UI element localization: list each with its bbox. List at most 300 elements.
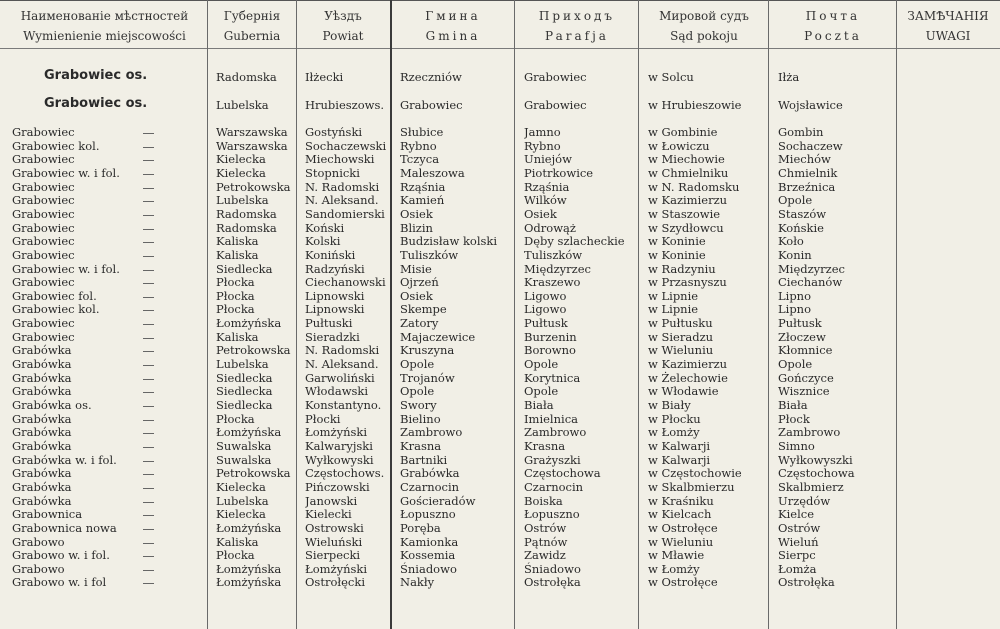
ditto-dash xyxy=(143,556,154,557)
header-sad xyxy=(640,6,768,46)
cell-sad: w Solcu xyxy=(648,70,694,84)
cell-poczta: Kłomnice xyxy=(778,343,833,357)
cell-parafja: Ligowo xyxy=(524,302,567,316)
header-gmina-line: Gmina xyxy=(425,29,481,43)
header-powiat-line: Уѣздъ xyxy=(324,9,362,23)
cell-gmina: Rząśnia xyxy=(400,180,446,194)
header-gubernia-line: Губернія xyxy=(223,9,281,23)
cell-powiat: N. Aleksand. xyxy=(305,193,379,207)
column-rule xyxy=(514,0,515,629)
cell-powiat: Lipnowski xyxy=(305,289,365,303)
cell-poczta: Wyłkowyszki xyxy=(778,453,853,467)
ditto-dash xyxy=(143,324,154,325)
cell-gubernia: Kaliska xyxy=(216,535,259,549)
entry-name: Grabówka xyxy=(12,480,72,494)
cell-gubernia: Łomżyńska xyxy=(216,521,282,535)
cell-powiat: Sochaczewski xyxy=(305,139,387,153)
cell-sad: w Wieluniu xyxy=(648,535,714,549)
header-poczta-line: Почта xyxy=(805,9,861,23)
cell-sad: w Pułtusku xyxy=(648,316,713,330)
cell-powiat: Sieradzki xyxy=(305,330,360,344)
cell-sad: w Łomży xyxy=(648,562,700,576)
cell-powiat: Kolski xyxy=(305,234,341,248)
cell-powiat: Częstochows. xyxy=(305,466,385,480)
entry-name: Grabowiec xyxy=(12,180,75,194)
cell-gubernia: Warszawska xyxy=(216,125,288,139)
cell-gmina: Śniadowo xyxy=(400,562,457,576)
cell-powiat: Sierpecki xyxy=(305,548,361,562)
cell-gmina: Opole xyxy=(400,384,435,398)
cell-parafja: Jamno xyxy=(524,125,561,139)
cell-gmina: Swory xyxy=(400,398,437,412)
cell-parafja: Rząśnia xyxy=(524,180,570,194)
cell-parafja: Krasna xyxy=(524,439,566,453)
cell-poczta: Lipno xyxy=(778,302,812,316)
cell-gmina: Krasna xyxy=(400,439,442,453)
cell-gmina: Ojrzeń xyxy=(400,275,439,289)
cell-gubernia: Petrokowska xyxy=(216,466,291,480)
cell-powiat: Iłżecki xyxy=(305,70,344,84)
cell-gmina: Zatory xyxy=(400,316,439,330)
ditto-dash xyxy=(143,351,154,352)
cell-poczta: Chmielnik xyxy=(778,166,838,180)
cell-poczta: Wojsławice xyxy=(778,98,843,112)
cell-gubernia: Płocka xyxy=(216,289,255,303)
cell-sad: w Radzyniu xyxy=(648,262,716,276)
cell-gmina: Blizin xyxy=(400,221,433,235)
cell-poczta: Sierpc xyxy=(778,548,816,562)
cell-parafja: Tuliszków xyxy=(524,248,583,262)
ditto-dash xyxy=(143,133,154,134)
cell-powiat: Hrubieszows. xyxy=(305,98,385,112)
cell-sad: w Łowiczu xyxy=(648,139,710,153)
cell-gubernia: Łomżyńska xyxy=(216,562,282,576)
cell-parafja: Śniadowo xyxy=(524,562,581,576)
ditto-dash xyxy=(143,201,154,202)
column-rule xyxy=(207,0,208,629)
entry-name: Grabówka xyxy=(12,412,72,426)
cell-poczta: Gończyce xyxy=(778,371,834,385)
entry-name: Grabowo xyxy=(12,535,65,549)
cell-poczta: Staszów xyxy=(778,207,827,221)
cell-parafja: Rybno xyxy=(524,139,561,153)
cell-poczta: Końskie xyxy=(778,221,824,235)
cell-parafja: Korytnica xyxy=(524,371,581,385)
ditto-dash xyxy=(143,174,154,175)
entry-name: Grabownica nowa xyxy=(12,521,117,535)
cell-gubernia: Siedlecka xyxy=(216,398,273,412)
cell-sad: w Przasnyszu xyxy=(648,275,727,289)
cell-sad: w Szydłowcu xyxy=(648,221,724,235)
cell-gubernia: Siedlecka xyxy=(216,384,273,398)
entry-name: Grabowiec xyxy=(12,275,75,289)
cell-sad: w Chmielniku xyxy=(648,166,729,180)
cell-gmina: Kamionka xyxy=(400,535,459,549)
entry-name: Grabowiec w. i fol. xyxy=(12,262,120,276)
cell-gubernia: Kielecka xyxy=(216,152,266,166)
header-gmina-line: Гмина xyxy=(425,9,481,23)
cell-gmina: Słubice xyxy=(400,125,444,139)
cell-poczta: Zambrowo xyxy=(778,425,841,439)
cell-gubernia: Kaliska xyxy=(216,330,259,344)
ditto-dash xyxy=(143,420,154,421)
cell-powiat: Ostrowski xyxy=(305,521,364,535)
cell-powiat: Kielecki xyxy=(305,507,352,521)
ditto-dash xyxy=(143,406,154,407)
cell-gubernia: Petrokowska xyxy=(216,343,291,357)
column-rule xyxy=(296,0,297,629)
cell-powiat: Garwoliński xyxy=(305,371,375,385)
cell-parafja: Kraszewo xyxy=(524,275,581,289)
ditto-dash xyxy=(143,433,154,434)
cell-gmina: Poręba xyxy=(400,521,441,535)
cell-gmina: Osiek xyxy=(400,207,433,221)
cell-powiat: Pińczowski xyxy=(305,480,370,494)
cell-gmina: Łopuszno xyxy=(400,507,456,521)
cell-gubernia: Radomska xyxy=(216,207,277,221)
cell-gubernia: Lubelska xyxy=(216,357,269,371)
cell-gmina: Zambrowo xyxy=(400,425,463,439)
cell-powiat: Ostrołęcki xyxy=(305,575,365,589)
cell-parafja: Częstochowa xyxy=(524,466,601,480)
header-powiat-line: Powiat xyxy=(322,29,364,43)
entry-name: Grabowiec xyxy=(12,152,75,166)
cell-poczta: Brzeźnica xyxy=(778,180,836,194)
cell-sad: w Kazimierzu xyxy=(648,193,728,207)
cell-parafja: Pułtusk xyxy=(524,316,568,330)
entry-name: Grabowo w. i fol. xyxy=(12,548,110,562)
cell-parafja: Ostrów xyxy=(524,521,567,535)
ditto-dash xyxy=(143,147,154,148)
ditto-dash xyxy=(143,583,154,584)
column-rule xyxy=(390,0,392,629)
cell-powiat: Wyłkowyski xyxy=(305,453,374,467)
cell-gubernia: Suwalska xyxy=(216,453,272,467)
cell-poczta: Lipno xyxy=(778,289,812,303)
header-sad-line: Мировой судъ xyxy=(659,9,749,23)
cell-sad: w Wieluniu xyxy=(648,343,714,357)
cell-gmina: Czarnocin xyxy=(400,480,460,494)
cell-gubernia: Kielecka xyxy=(216,507,266,521)
header-parafja-line: Parafja xyxy=(545,29,609,43)
cell-poczta: Gombin xyxy=(778,125,824,139)
top-rule xyxy=(0,0,1000,1)
cell-gubernia: Kaliska xyxy=(216,234,259,248)
cell-sad: w Sieradzu xyxy=(648,330,714,344)
ditto-dash xyxy=(143,488,154,489)
ditto-dash xyxy=(143,543,154,544)
cell-parafja: Łopuszno xyxy=(524,507,580,521)
cell-parafja: Imielnica xyxy=(524,412,578,426)
cell-gmina: Majaczewice xyxy=(400,330,476,344)
cell-poczta: Ciechanów xyxy=(778,275,843,289)
cell-sad: w Włodawie xyxy=(648,384,719,398)
entry-name: Grabówka xyxy=(12,466,72,480)
header-gmina xyxy=(392,6,514,46)
cell-powiat: Ciechanowski xyxy=(305,275,386,289)
cell-powiat: N. Radomski xyxy=(305,180,380,194)
cell-poczta: Biała xyxy=(778,398,808,412)
cell-gubernia: Łomżyńska xyxy=(216,575,282,589)
header-uwagi xyxy=(898,6,998,46)
cell-powiat: Radzyński xyxy=(305,262,365,276)
cell-parafja: Pątnów xyxy=(524,535,568,549)
cell-sad: w Kraśniku xyxy=(648,494,714,508)
cell-sad: w Kazimierzu xyxy=(648,357,728,371)
cell-gubernia: Kaliska xyxy=(216,248,259,262)
header-name-line: Наименованіе мѣстностей xyxy=(20,9,189,23)
entry-name: Grabówka xyxy=(12,357,72,371)
cell-sad: w Hrubieszowie xyxy=(648,98,742,112)
header-poczta xyxy=(770,6,896,46)
cell-gmina: Bartniki xyxy=(400,453,448,467)
cell-gmina: Osiek xyxy=(400,289,433,303)
ditto-dash xyxy=(143,242,154,243)
cell-sad: w Ostrołęce xyxy=(648,575,718,589)
cell-poczta: Opole xyxy=(778,193,813,207)
cell-gmina: Kossemia xyxy=(400,548,456,562)
cell-parafja: Grabowiec xyxy=(524,98,587,112)
cell-parafja: Piotrkowice xyxy=(524,166,594,180)
ditto-dash xyxy=(143,379,154,380)
entry-name: Grabówka w. i fol. xyxy=(12,453,117,467)
cell-gmina: Rzeczniów xyxy=(400,70,462,84)
cell-gubernia: Płocka xyxy=(216,302,255,316)
cell-gmina: Kruszyna xyxy=(400,343,455,357)
entry-name: Grabowiec xyxy=(12,234,75,248)
header-parafja xyxy=(516,6,638,46)
entry-name: Grabowo w. i fol xyxy=(12,575,107,589)
cell-gmina: Maleszowa xyxy=(400,166,465,180)
cell-gmina: Bielino xyxy=(400,412,441,426)
cell-parafja: Borowno xyxy=(524,343,576,357)
header-name xyxy=(3,6,206,46)
cell-powiat: Stopnicki xyxy=(305,166,360,180)
entry-name: Grabowiec xyxy=(12,330,75,344)
entry-name: Grabowiec xyxy=(12,193,75,207)
ditto-dash xyxy=(143,392,154,393)
cell-sad: w Mławie xyxy=(648,548,705,562)
ditto-dash xyxy=(143,256,154,257)
cell-gmina: Rybno xyxy=(400,139,437,153)
entry-name: Grabówka os. xyxy=(12,398,92,412)
cell-sad: w Ostrołęce xyxy=(648,521,718,535)
cell-poczta: Złoczew xyxy=(778,330,826,344)
cell-gubernia: Łomżyńska xyxy=(216,425,282,439)
cell-sad: w Gombinie xyxy=(648,125,718,139)
cell-poczta: Urzędów xyxy=(778,494,831,508)
cell-sad: w N. Radomsku xyxy=(648,180,740,194)
cell-parafja: Uniejów xyxy=(524,152,572,166)
entry-name: Grabówka xyxy=(12,425,72,439)
entry-name-bold: Grabowiec os. xyxy=(44,68,148,83)
cell-parafja: Opole xyxy=(524,357,559,371)
cell-poczta: Iłża xyxy=(778,70,800,84)
cell-parafja: Osiek xyxy=(524,207,557,221)
cell-parafja: Wilków xyxy=(524,193,567,207)
cell-gubernia: Lubelska xyxy=(216,494,269,508)
header-uwagi-line: ЗАМѢЧАНІЯ xyxy=(907,9,989,23)
header-parafja-line: Приходъ xyxy=(538,9,616,23)
cell-powiat: Koniński xyxy=(305,248,356,262)
cell-sad: w Staszowie xyxy=(648,207,721,221)
cell-poczta: Wisznice xyxy=(778,384,830,398)
entry-name: Grabowiec xyxy=(12,316,75,330)
cell-parafja: Boiska xyxy=(524,494,563,508)
cell-poczta: Sochaczew xyxy=(778,139,843,153)
ditto-dash xyxy=(143,502,154,503)
cell-gubernia: Petrokowska xyxy=(216,180,291,194)
cell-sad: w Koninie xyxy=(648,248,706,262)
cell-poczta: Łomża xyxy=(778,562,817,576)
cell-powiat: N. Aleksand. xyxy=(305,357,379,371)
cell-poczta: Międzyrzec xyxy=(778,262,845,276)
cell-parafja: Zambrowo xyxy=(524,425,587,439)
ditto-dash xyxy=(143,570,154,571)
cell-parafja: Międzyrzec xyxy=(524,262,591,276)
cell-sad: w Lipnie xyxy=(648,289,699,303)
cell-parafja: Opole xyxy=(524,384,559,398)
ditto-dash xyxy=(143,529,154,530)
header-rule xyxy=(0,48,1000,49)
cell-powiat: Łomżyński xyxy=(305,562,368,576)
ditto-dash xyxy=(143,188,154,189)
cell-parafja: Czarnocin xyxy=(524,480,584,494)
ditto-dash xyxy=(143,270,154,271)
cell-powiat: N. Radomski xyxy=(305,343,380,357)
cell-gubernia: Lubelska xyxy=(216,98,269,112)
entry-name: Grabówka xyxy=(12,343,72,357)
entry-name: Grabówka xyxy=(12,371,72,385)
column-rule xyxy=(638,0,639,629)
cell-poczta: Konin xyxy=(778,248,812,262)
cell-gmina: Grabowiec xyxy=(400,98,463,112)
entry-name: Grabowiec xyxy=(12,207,75,221)
entry-name: Grabowiec kol. xyxy=(12,139,100,153)
cell-powiat: Pułtuski xyxy=(305,316,353,330)
cell-powiat: Janowski xyxy=(305,494,358,508)
cell-parafja: Ligowo xyxy=(524,289,567,303)
cell-gmina: Skempe xyxy=(400,302,447,316)
entry-name: Grabowiec xyxy=(12,248,75,262)
cell-poczta: Częstochowa xyxy=(778,466,855,480)
cell-gubernia: Siedlecka xyxy=(216,371,273,385)
ditto-dash xyxy=(143,447,154,448)
cell-poczta: Wieluń xyxy=(778,535,819,549)
ditto-dash xyxy=(143,338,154,339)
cell-gubernia: Płocka xyxy=(216,548,255,562)
cell-sad: w Miechowie xyxy=(648,152,725,166)
header-sad-line: Sąd pokoju xyxy=(670,29,738,43)
cell-gmina: Trojanów xyxy=(400,371,455,385)
cell-gmina: Opole xyxy=(400,357,435,371)
cell-poczta: Ostrołęka xyxy=(778,575,835,589)
cell-powiat: Sandomierski xyxy=(305,207,385,221)
cell-powiat: Końskі xyxy=(305,221,345,235)
header-powiat xyxy=(297,6,389,46)
header-gubernia xyxy=(208,6,296,46)
cell-parafja: Biała xyxy=(524,398,554,412)
cell-gmina: Tuliszków xyxy=(400,248,459,262)
cell-sad: w Kalwarji xyxy=(648,439,711,453)
entry-name: Grabowo xyxy=(12,562,65,576)
cell-powiat: Płocki xyxy=(305,412,341,426)
header-poczta-line: Poczta xyxy=(804,29,862,43)
ditto-dash xyxy=(143,229,154,230)
cell-poczta: Skalbmierz xyxy=(778,480,844,494)
cell-gubernia: Płocka xyxy=(216,275,255,289)
cell-gubernia: Radomska xyxy=(216,70,277,84)
cell-sad: w Łomży xyxy=(648,425,700,439)
cell-poczta: Opole xyxy=(778,357,813,371)
cell-poczta: Kielce xyxy=(778,507,814,521)
cell-gubernia: Płocka xyxy=(216,412,255,426)
entry-name: Grabówka xyxy=(12,494,72,508)
column-rule xyxy=(896,0,897,629)
cell-poczta: Miechów xyxy=(778,152,831,166)
entry-name-bold: Grabowiec os. xyxy=(44,96,148,111)
cell-sad: w Lipnie xyxy=(648,302,699,316)
ditto-dash xyxy=(143,515,154,516)
cell-powiat: Gostyński xyxy=(305,125,363,139)
cell-poczta: Płock xyxy=(778,412,810,426)
cell-powiat: Miechowski xyxy=(305,152,375,166)
entry-name: Grabowiec xyxy=(12,125,75,139)
cell-sad: w Żelechowie xyxy=(648,371,728,385)
cell-gubernia: Warszawska xyxy=(216,139,288,153)
header-uwagi-line: UWAGI xyxy=(925,29,971,43)
cell-powiat: Konstantyno. xyxy=(305,398,382,412)
cell-sad: w Biały xyxy=(648,398,691,412)
cell-gmina: Gościeradów xyxy=(400,494,476,508)
cell-parafja: Zawidz xyxy=(524,548,566,562)
cell-parafja: Odrowąż xyxy=(524,221,576,235)
cell-parafja: Burzenin xyxy=(524,330,577,344)
ditto-dash xyxy=(143,474,154,475)
cell-gubernia: Lubelska xyxy=(216,193,269,207)
cell-gubernia: Kielecka xyxy=(216,480,266,494)
ditto-dash xyxy=(143,310,154,311)
cell-gmina: Kamień xyxy=(400,193,445,207)
cell-parafja: Grabowiec xyxy=(524,70,587,84)
entry-name: Grabowiec w. i fol. xyxy=(12,166,120,180)
cell-sad: w Skalbmierzu xyxy=(648,480,735,494)
cell-gmina: Misie xyxy=(400,262,432,276)
entry-name: Grabowiec xyxy=(12,221,75,235)
cell-powiat: Wieluński xyxy=(305,535,363,549)
cell-gmina: Grabówka xyxy=(400,466,460,480)
cell-poczta: Pułtusk xyxy=(778,316,822,330)
cell-powiat: Lipnowski xyxy=(305,302,365,316)
ditto-dash xyxy=(143,461,154,462)
entry-name: Grabowiec kol. xyxy=(12,302,100,316)
ditto-dash xyxy=(143,365,154,366)
entry-name: Grabówka xyxy=(12,439,72,453)
cell-powiat: Łomżyński xyxy=(305,425,368,439)
ditto-dash xyxy=(143,283,154,284)
cell-sad: w Koninie xyxy=(648,234,706,248)
cell-sad: w Kalwarji xyxy=(648,453,711,467)
cell-gubernia: Łomżyńska xyxy=(216,316,282,330)
entry-name: Grabówka xyxy=(12,384,72,398)
cell-gubernia: Kielecka xyxy=(216,166,266,180)
entry-name: Grabownica xyxy=(12,507,83,521)
cell-powiat: Kalwaryjski xyxy=(305,439,373,453)
cell-sad: w Kielcach xyxy=(648,507,712,521)
cell-poczta: Koło xyxy=(778,234,804,248)
cell-sad: w Płocku xyxy=(648,412,701,426)
cell-parafja: Grażyszki xyxy=(524,453,581,467)
